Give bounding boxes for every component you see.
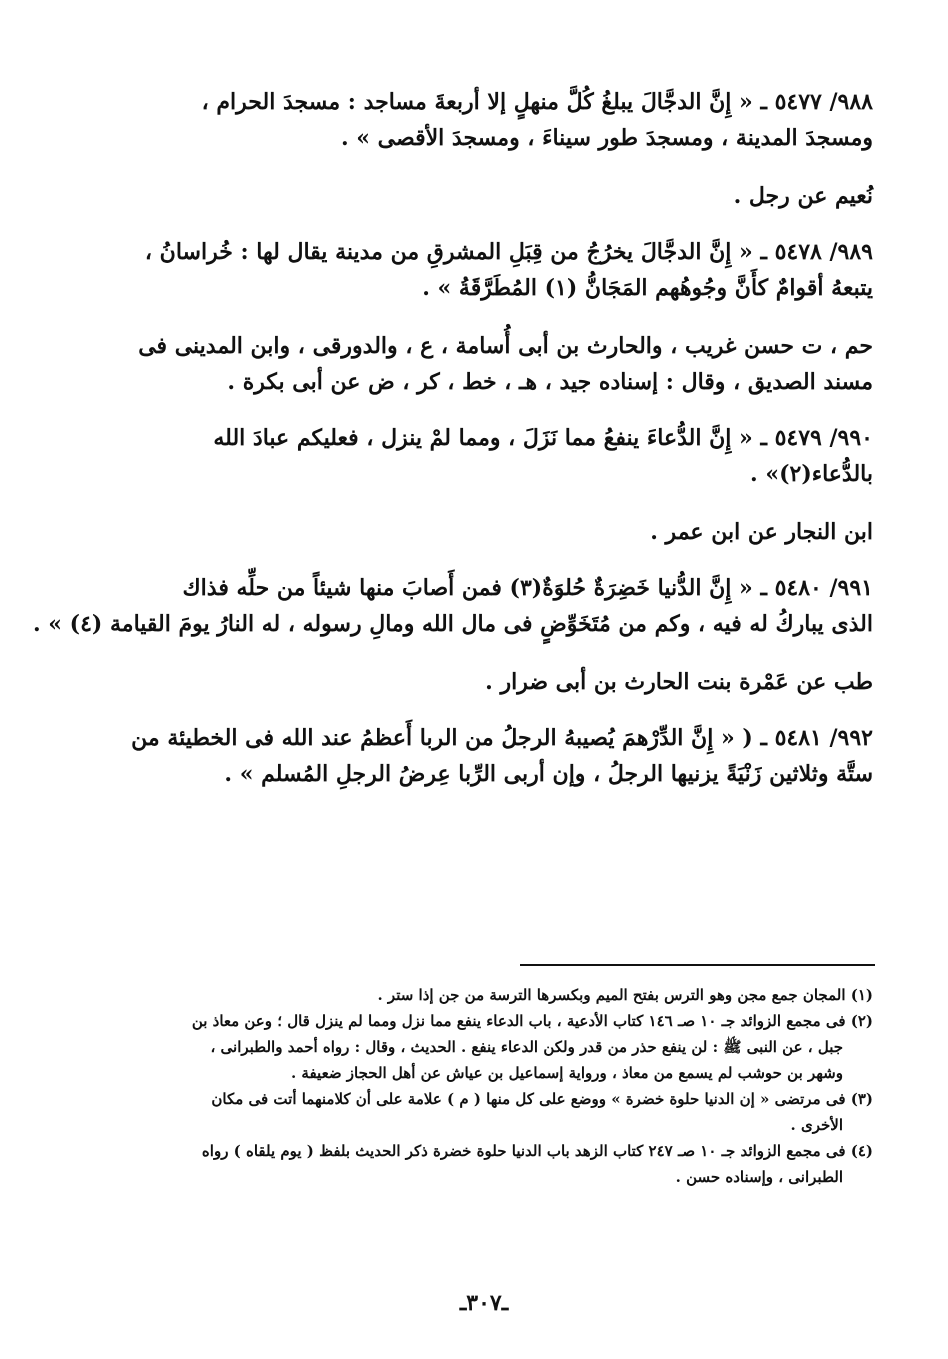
main-text: [32, 84, 873, 792]
hadith-source: [95, 178, 873, 214]
source-line: طب عن عَمْرة بنت الحارث بن أبى ضرار .: [485, 669, 873, 695]
footnote-line: (٤) فى مجمع الزوائد جـ ١٠ صـ ٢٤٧ كتاب الزهد باب الدنيا حلوة خضرة ذكر الحديث بلفظ ( يوم يلقاه ) رواه: [201, 1142, 873, 1160]
footnote-divider: [520, 964, 875, 966]
book-page: [32, 84, 873, 1359]
hadith-990: [95, 420, 873, 492]
source-line: نُعيم عن رجل .: [733, 183, 873, 209]
source-line: مسند الصديق ، وقال : إسناده جيد ، هـ ، خط ، كر ، ض عن أبى بكرة .: [227, 369, 873, 395]
footnote-line: (١) المجان جمع مجن وهو الترس بفتح الميم وبكسرها الترسة من جن إذا ستر .: [377, 986, 873, 1004]
footnote-3: [95, 1086, 873, 1138]
hadith-line: ٩٩١/ ٥٤٨٠ ـ « إِنَّ الدُّنيا خَضِرَةٌ حُلوَةٌ(٣) فمن أَصابَ منها شيئاً من حلِّه فذاك: [182, 575, 873, 601]
hadith-line: الذى يباركُ له فيه ، وكم من مُتَخَوِّضٍ فى مال الله ومالِ رسوله ، له النارُ يومَ القيامة (٤) » .: [32, 611, 873, 637]
hadith-line: ٩٩٢/ ٥٤٨١ ـ ( « إِنَّ الدِّرْهمَ يُصيبهُ الرجلُ من الربا أَعظمُ عند الله فى الخطيئة من: [131, 725, 873, 751]
hadith-source: [95, 514, 873, 550]
footnote-line: (٢) فى مجمع الزوائد جـ ١٠ صـ ١٤٦ كتاب الأدعية ، باب الدعاء ينفع مما نزل ومما لم ينزل قال ؛ وعن معاذ بن: [191, 1012, 873, 1030]
hadith-line: ستَّة وثلاثين زَنْيَةً يزنيها الرجلُ ، وإن أربى الرِّبا عِرضُ الرجلِ المُسلم » .: [224, 761, 873, 787]
hadith-989: [95, 234, 873, 306]
hadith-991: [32, 570, 873, 642]
footnote-1: [95, 982, 873, 1008]
hadith-line: ٩٨٨/ ٥٤٧٧ ـ « إِنَّ الدجَّالَ يبلغُ كُلَّ منهلٍ إلا أربعةَ مساجد : مسجدَ الحرام ،: [201, 89, 873, 115]
footnote-line: (٣) فى مرتضى « إن الدنيا حلوة خضرة » ووضع على كل منها ( م ) علامة على أن كلامنهما أتت فى مكان: [211, 1090, 873, 1108]
hadith-source: [95, 664, 873, 700]
hadith-line: ٩٨٩/ ٥٤٧٨ ـ « إِنَّ الدجَّالَ يخرُجُ من قِبَلِ المشرقِ من مدينة يقال لها : خُراسانُ ،: [144, 239, 873, 265]
hadith-988: [95, 84, 873, 156]
footnote-4: [95, 1138, 873, 1190]
source-line: ابن النجار عن ابن عمر .: [650, 519, 873, 545]
footnote-line: الأخرى .: [790, 1116, 843, 1134]
footnote-line: جبل ، عن النبى ﷺ : لن ينفع حذر من قدر ولكن الدعاء ينفع . الحديث ، وقال : رواه أحمد والطبرانى ،: [210, 1038, 843, 1056]
hadith-source: [95, 328, 873, 400]
footnotes: [95, 982, 873, 1190]
footnote-2: [95, 1008, 873, 1086]
hadith-line: ومسجدَ المدينة ، ومسجدَ طور سيناءَ ، ومسجدَ الأقصى » .: [340, 125, 873, 151]
source-line: حم ، ت حسن غريب ، والحارث بن أبى أُسامة ، ع ، والدورقى ، وابن المدينى فى: [138, 333, 873, 359]
hadith-line: بالدُّعاء(٢)» .: [750, 461, 873, 487]
page-number: ـ٣٠٧ـ: [459, 1290, 509, 1316]
footnote-line: الطبرانى ، وإسناده حسن .: [675, 1168, 843, 1186]
hadith-line: ٩٩٠/ ٥٤٧٩ ـ « إِنَّ الدُّعاءَ ينفعُ مما نَزَلَ ، ومما لمْ ينزل ، فعليكم عبادَ الله: [213, 425, 873, 451]
footnote-line: وشهر بن حوشب لم يسمع من معاذ ، ورواية إسماعيل بن عياش عن أهل الحجاز ضعيفة .: [290, 1064, 843, 1082]
hadith-992: [95, 720, 873, 792]
hadith-line: يتبعهُ أقوامٌ كأَنَّ وجُوهُهم المَجَانُّ (١) المُطَرَّقَةُ » .: [422, 275, 873, 301]
